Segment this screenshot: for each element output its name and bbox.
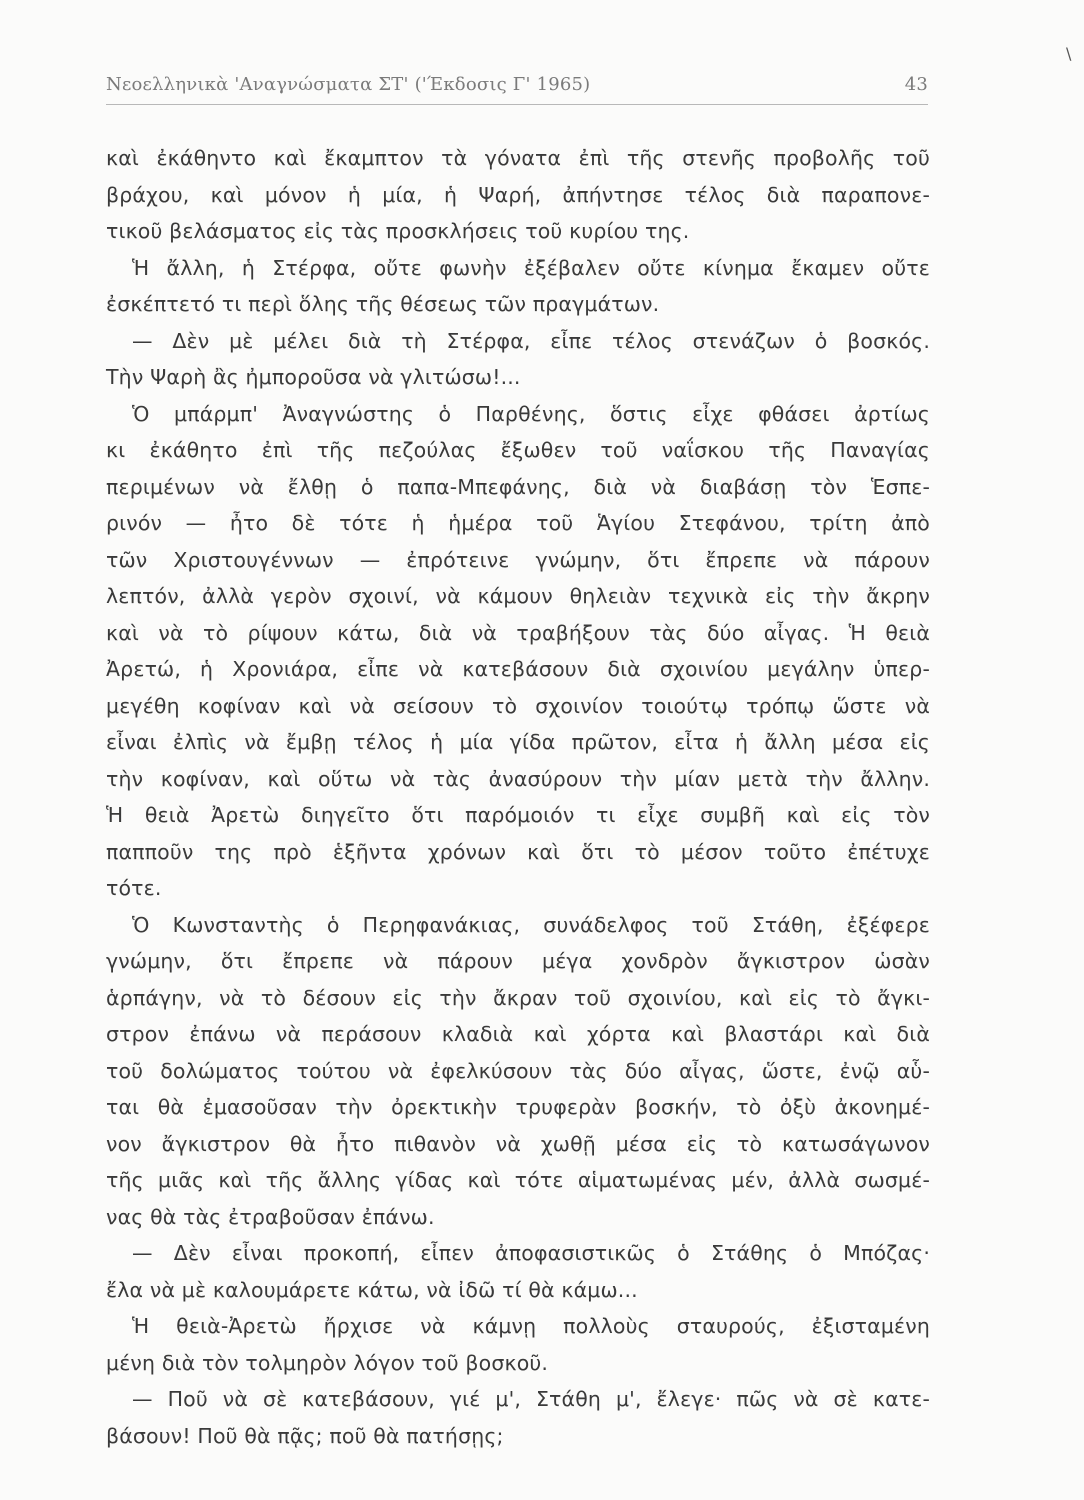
- text-line: βράχου, καὶ μόνον ἡ μία, ἡ Ψαρή, ἀπήντησε τέλος διὰ παραπονε-: [106, 182, 930, 207]
- text-line: τῶν Χριστουγέννων — ἐπρότεινε γνώμην, ὅτι ἔπρεπε νὰ πάρουν: [106, 547, 930, 572]
- text-line: — Δὲν μὲ μέλει διὰ τὴ Στέρφα, εἶπε τέλος στενάζων ὁ βοσκός.: [132, 328, 930, 353]
- text-line: γνώμην, ὅτι ἔπρεπε νὰ πάρουν μέγα χονδρὸν ἄγκιστρον ὡσὰν: [106, 949, 930, 973]
- text-line: στρον ἐπάνω νὰ περάσουν κλαδιὰ καὶ χόρτα καὶ βλαστάρι καὶ διὰ: [106, 1022, 930, 1046]
- page-number: 43: [904, 74, 928, 95]
- text-line: παπποῦν της πρὸ ἑξῆντα χρόνων καὶ ὅτι τὸ μέσον τοῦτο ἐπέτυχε: [106, 839, 930, 864]
- running-title: Νεοελληνικὰ 'Αναγνώσματα ΣΤ' ('Έκδοσις Γ' 1965): [106, 74, 591, 95]
- text-line: μένη διὰ τὸν τολμηρὸν λόγον τοῦ βοσκοῦ.: [106, 1350, 549, 1375]
- text-line: Ἡ θειὰ-Ἀρετὼ ἤρχισε νὰ κάμνῃ πολλοὺς σταυρούς, ἐξισταμένη: [132, 1314, 930, 1338]
- text-line: ἐσκέπτετό τι περὶ ὅλης τῆς θέσεως τῶν πραγμάτων.: [106, 292, 660, 316]
- text-line: κι ἐκάθητο ἐπὶ τῆς πεζούλας ἔξωθεν τοῦ ναΐσκου τῆς Παναγίας: [106, 438, 930, 462]
- text-line: τότε.: [106, 876, 162, 900]
- text-line: Ὁ μπάρμπ' Ἀναγνώστης ὁ Παρθένης, ὅστις εἶχε φθάσει ἀρτίως: [132, 401, 930, 426]
- text-line: τὴν κοφίναν, καὶ οὕτω νὰ τὰς ἀνασύρουν τὴν μίαν μετὰ τὴν ἄλλην.: [106, 766, 930, 791]
- text-line: καὶ ἐκάθηντο καὶ ἔκαμπτον τὰ γόνατα ἐπὶ τῆς στενῆς προβολῆς τοῦ: [106, 146, 930, 170]
- text-line: τοῦ δολώματος τούτου νὰ ἐφελκύσουν τὰς δύο αἶγας, ὥστε, ἐνῷ αὗ-: [106, 1058, 930, 1083]
- text-line: μεγέθη κοφίναν καὶ νὰ σείσουν τὸ σχοινίον τοιούτῳ τρόπῳ ὥστε νὰ: [106, 693, 930, 718]
- text-line: Ἡ ἄλλη, ἡ Στέρφα, οὔτε φωνὴν ἐξέβαλεν οὔτε κίνημα ἔκαμεν οὔτε: [132, 255, 930, 280]
- stray-mark: \: [1066, 44, 1072, 63]
- body-text: [106, 140, 930, 1454]
- text-line: Ἡ θειὰ Ἀρετὼ διηγεῖτο ὅτι παρόμοιόν τι εἶχε συμβῆ καὶ εἰς τὸν: [106, 803, 930, 827]
- text-line: ται θὰ ἐμασοῦσαν τὴν ὀρεκτικὴν τρυφερὰν βοσκήν, τὸ ὀξὺ ἀκονημέ-: [106, 1095, 930, 1119]
- text-line: ἁρπάγην, νὰ τὸ δέσουν εἰς τὴν ἄκραν τοῦ σχοινίου, καὶ εἰς τὸ ἄγκι-: [106, 985, 930, 1010]
- text-line: τῆς μιᾶς καὶ τῆς ἄλλης γίδας καὶ τότε αἱματωμένας μέν, ἀλλὰ σωσμέ-: [106, 1168, 930, 1192]
- text-line: Ὁ Κωνσταντὴς ὁ Περηφανάκιας, συνάδελφος τοῦ Στάθη, ἐξέφερε: [132, 912, 930, 937]
- text-line: Ἀρετώ, ἡ Χρονιάρα, εἶπε νὰ κατεβάσουν διὰ σχοινίου μεγάλην ὑπερ-: [106, 657, 930, 681]
- text-line: περιμένων νὰ ἔλθῃ ὁ παπα-Μπεφάνης, διὰ νὰ διαβάσῃ τὸν Ἑσπε-: [106, 474, 930, 499]
- text-line: — Ποῦ νὰ σὲ κατεβάσουν, γιέ μ', Στάθη μ', ἔλεγε· πῶς νὰ σὲ κατε-: [132, 1387, 930, 1411]
- text-line: βάσουν! Ποῦ θὰ πᾷς; ποῦ θὰ πατήσῃς;: [106, 1423, 504, 1448]
- text-line: νον ἄγκιστρον θὰ ἦτο πιθανὸν νὰ χωθῇ μέσα εἰς τὸ κατωσάγωνον: [106, 1131, 930, 1156]
- text-line: τικοῦ βελάσματος εἰς τὰς προσκλήσεις τοῦ κυρίου της.: [106, 219, 690, 243]
- text-line: — Δὲν εἶναι προκοπή, εἶπεν ἀποφασιστικῶς ὁ Στάθης ὁ Μπόζας·: [132, 1241, 930, 1265]
- text-line: Τὴν Ψαρὴ ἂς ἠμποροῦσα νὰ γλιτώσω!...: [106, 365, 521, 389]
- text-line: ρινόν — ἦτο δὲ τότε ἡ ἡμέρα τοῦ Ἁγίου Στεφάνου, τρίτη ἀπὸ: [106, 511, 930, 535]
- text-line: εἶναι ἐλπὶς νὰ ἔμβῃ τέλος ἡ μία γίδα πρῶτον, εἶτα ἡ ἄλλη μέσα εἰς: [106, 730, 930, 754]
- text-line: καὶ νὰ τὸ ρίψουν κάτω, διὰ νὰ τραβήξουν τὰς δύο αἶγας. Ἡ θειὰ: [106, 620, 930, 645]
- text-line: ἔλα νὰ μὲ καλουμάρετε κάτω, νὰ ἰδῶ τί θὰ κάμω...: [106, 1277, 638, 1302]
- text-line: λεπτόν, ἀλλὰ γερὸν σχοινί, νὰ κάμουν θηλειὰν τεχνικὰ εἰς τὴν ἄκρην: [106, 584, 930, 608]
- text-line: νας θὰ τὰς ἐτραβοῦσαν ἐπάνω.: [106, 1204, 435, 1229]
- page-header: [106, 74, 928, 105]
